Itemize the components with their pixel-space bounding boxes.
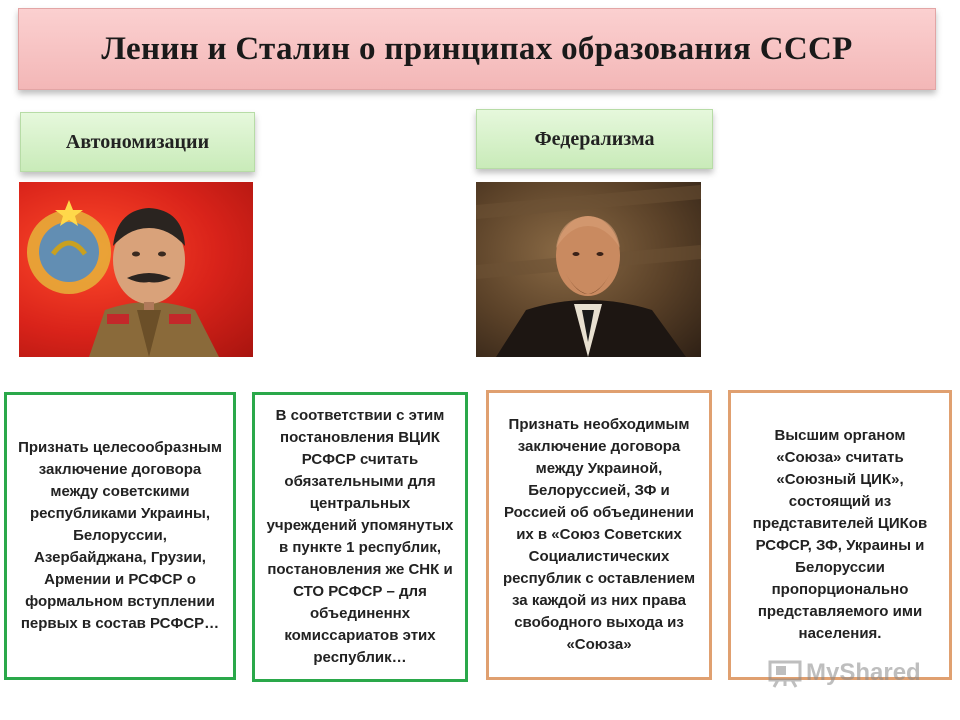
label-federalism: Федерализма [476,109,713,169]
watermark [768,655,921,691]
text-box-autonomization-1 [4,392,236,680]
text-box-federalism-2 [728,390,952,680]
lenin-portrait [476,182,701,357]
text-box-federalism-2-text: Высшим органом «Союза» считать «Союзный ЦИК», состоящий из представителей ЦИКов РСФСР, ЗФ, Украины и Белоруссии пропорционально представляемого ими населения. [752,427,928,642]
text-box-autonomization-1-text: Признать целесообразным заключение договора между советскими республиками Украины, Белоруссии, Азербайджана, Грузии, Армении и РСФСР о формальном вступлении первых в состав РСФСР… [18,439,222,632]
text-box-autonomization-2 [252,392,468,682]
page-title: Ленин и Сталин о принципах образования СССР [101,30,853,67]
label-autonomization: Автономизации [20,112,255,172]
text-box-federalism-1-text: Признать необходимым заключение договора между Украиной, Белоруссией, ЗФ и Россией об объединении их в «Союз Советских Социалистических республик с оставлением за каждой из них права свободного выхода из «Союза» [502,416,696,653]
stalin-portrait-illustration [19,182,253,357]
text-box-federalism-1 [486,390,712,680]
title-banner [18,8,936,90]
text-box-autonomization-2-text: В соответствии с этим постановления ВЦИК РСФСР считать обязательными для центральных учреждений упомянутых в пункте 1 республик, постановления же СНК и СТО РСФСР – для объединеннх комиссариатов этих республик… [266,407,454,666]
lenin-portrait-illustration [476,182,701,357]
watermark-text: MyShared [806,659,921,686]
presentation-icon [768,658,802,688]
stalin-portrait [19,182,253,357]
